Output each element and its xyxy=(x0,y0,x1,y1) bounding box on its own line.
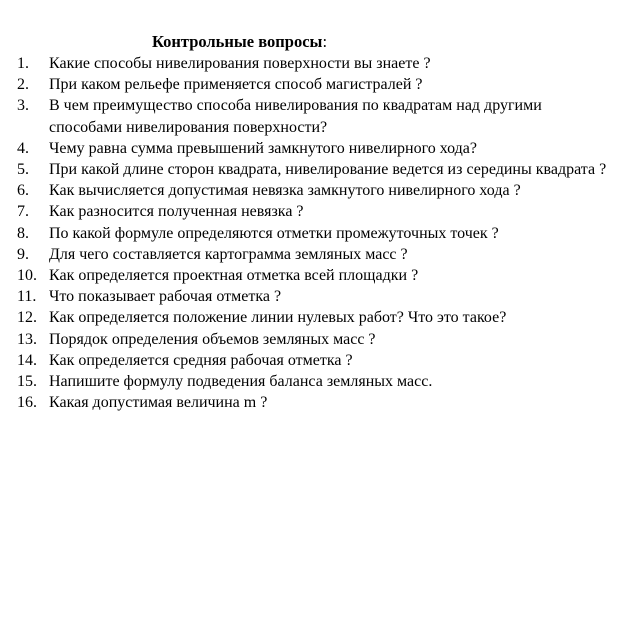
question-number: 11. xyxy=(17,288,37,306)
list-item xyxy=(0,201,624,222)
question-text: Как определяется средняя рабочая отметка ? xyxy=(49,351,353,369)
question-text: Как разносится полученная невязка ? xyxy=(49,203,304,221)
question-text: При какой длине сторон квадрата, нивелирование ведется из середины квадрата ? xyxy=(49,161,607,179)
list-item xyxy=(0,53,624,74)
question-number: 1. xyxy=(17,55,29,72)
question-text: По какой формуле определяются отметки промежуточных точек ? xyxy=(49,224,499,242)
question-number: 5. xyxy=(17,161,29,179)
question-number: 6. xyxy=(17,182,29,200)
question-number: 12. xyxy=(17,309,37,327)
question-text: Какие способы нивелирования поверхности вы знаете ? xyxy=(49,55,431,72)
list-item xyxy=(0,286,624,307)
question-text: Для чего составляется картограмма земляных масс ? xyxy=(49,245,408,263)
question-number: 13. xyxy=(17,330,37,348)
question-text: Напишите формулу подведения баланса земляных масс. xyxy=(49,373,433,391)
question-text: В чем преимущество способа нивелирования по квадратам над другими способами нивелирования поверхности? xyxy=(49,97,542,136)
list-item xyxy=(0,180,624,201)
question-text: Как определяется проектная отметка всей площадки ? xyxy=(49,267,419,285)
question-number: 4. xyxy=(17,139,29,157)
list-item xyxy=(0,371,624,392)
list-item xyxy=(0,244,624,265)
question-number: 2. xyxy=(17,76,29,94)
list-item xyxy=(0,265,624,286)
question-text: При каком рельефе применяется способ магистралей ? xyxy=(49,76,423,94)
title-text: Контрольные вопросы xyxy=(152,32,323,51)
question-number: 16. xyxy=(17,394,37,412)
question-number: 7. xyxy=(17,203,29,221)
list-item xyxy=(0,307,624,328)
question-text: Как вычисляется допустимая невязка замкнутого нивелирного хода ? xyxy=(49,182,521,200)
question-number: 3. xyxy=(17,97,29,115)
list-item xyxy=(0,159,624,180)
question-number: 14. xyxy=(17,351,37,369)
list-item xyxy=(0,329,624,350)
list-item xyxy=(0,138,624,159)
question-number: 9. xyxy=(17,245,29,263)
list-item xyxy=(0,392,624,413)
question-text: Порядок определения объемов земляных масс ? xyxy=(49,330,376,348)
question-text: Чему равна сумма превышений замкнутого нивелирного хода? xyxy=(49,139,478,157)
question-text: Что показывает рабочая отметка ? xyxy=(49,288,282,306)
question-number: 10. xyxy=(17,267,37,285)
list-item xyxy=(0,95,624,137)
title-colon: : xyxy=(322,32,328,51)
list-item xyxy=(0,350,624,371)
question-number: 15. xyxy=(17,373,37,391)
question-text: Какая допустимая величина m ? xyxy=(49,394,268,412)
question-list xyxy=(0,53,624,413)
question-text: Как определяется положение линии нулевых работ? Что это такое? xyxy=(49,309,507,327)
question-number: 8. xyxy=(17,224,29,242)
list-item xyxy=(0,223,624,244)
list-item xyxy=(0,74,624,95)
page-title xyxy=(152,31,327,52)
